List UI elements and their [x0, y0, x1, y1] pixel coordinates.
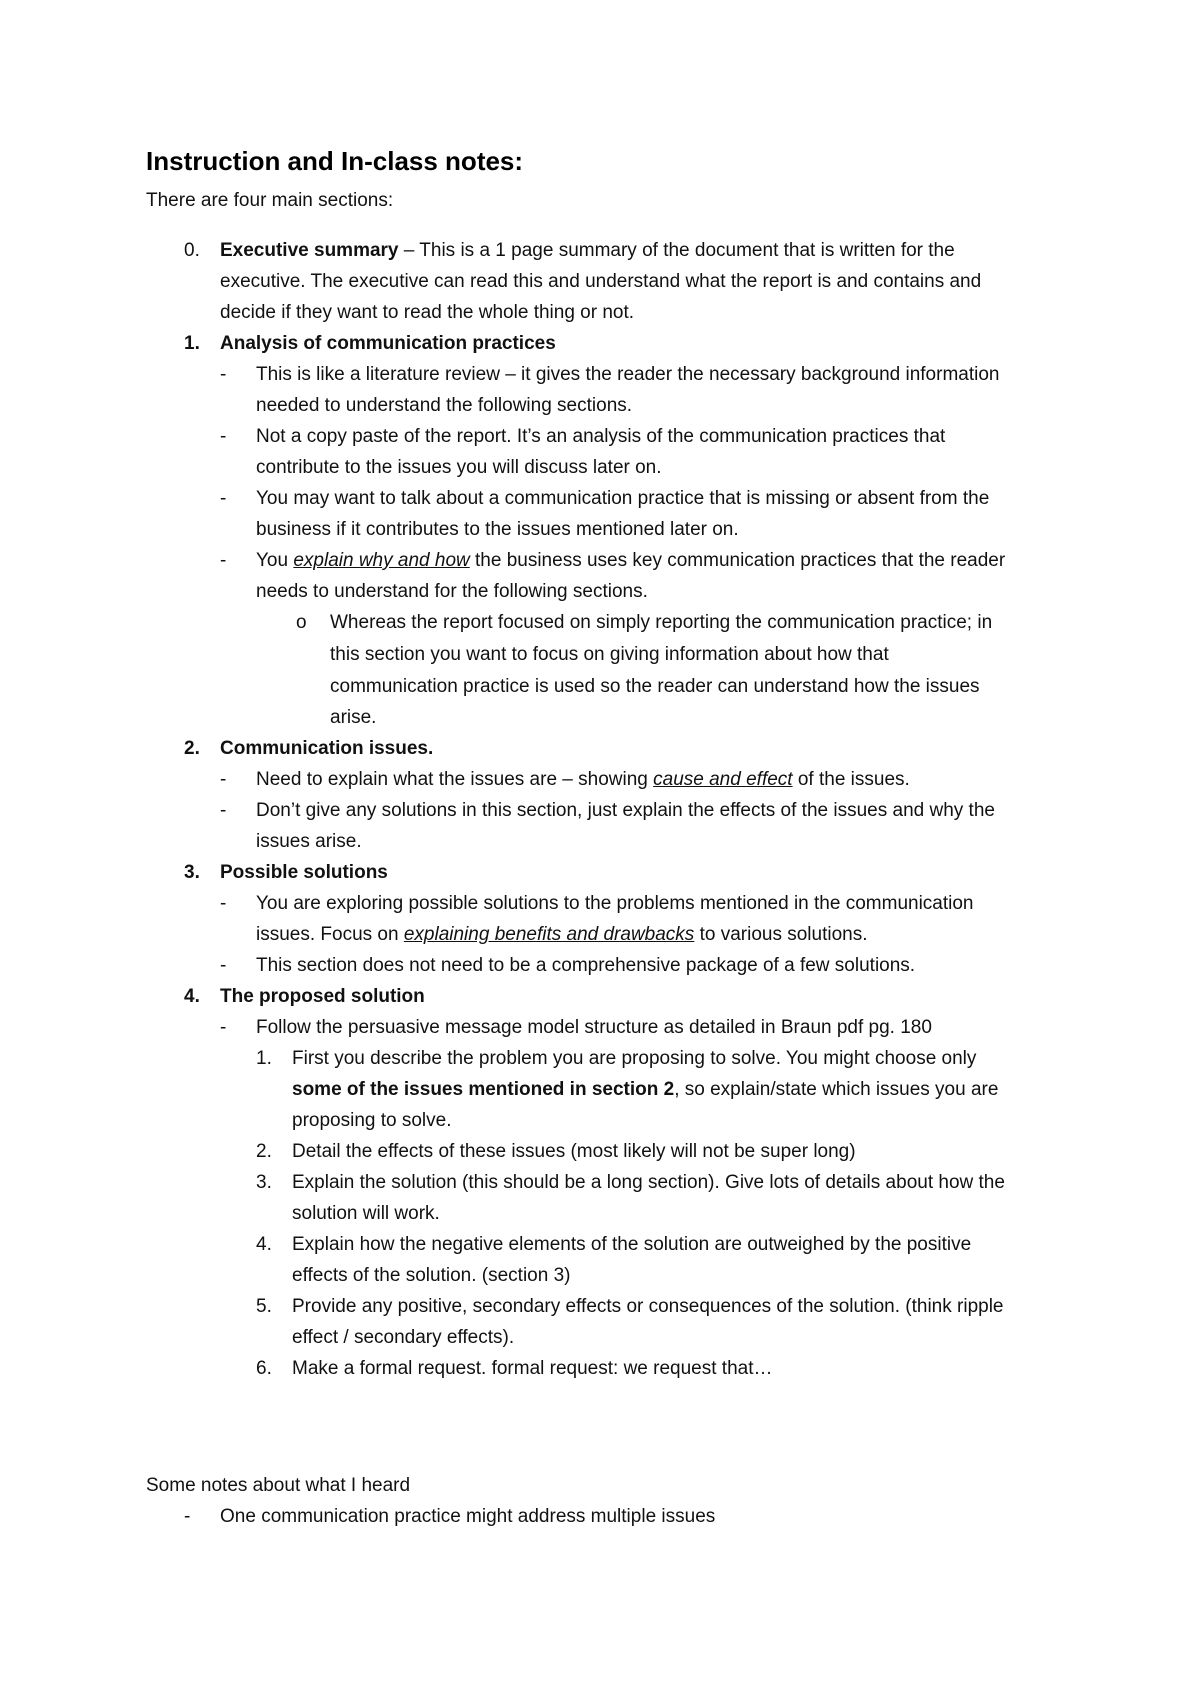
section-4-heading: The proposed solution [220, 986, 425, 1007]
bullet-line: Not a copy paste of the report. It’s an analysis of the communication practices that [256, 426, 946, 447]
bullet-marker: - [220, 1017, 227, 1038]
step-line: Make a formal request. formal request: we request that… [292, 1358, 773, 1379]
bullet-line: Need to explain what the issues are – showing cause and effect of the issues. [256, 769, 910, 790]
bullet-marker: - [220, 550, 227, 571]
step-line: Provide any positive, secondary effects or consequences of the solution. (think ripple [292, 1296, 1004, 1317]
bullet-line: issues. Focus on explaining benefits and drawbacks to various solutions. [256, 924, 868, 945]
section-0-line-2: executive. The executive can read this and understand what the report is and contains and [220, 271, 982, 292]
step-line: effects of the solution. (section 3) [292, 1265, 571, 1286]
sub-bullet-line: Whereas the report focused on simply reporting the communication practice; in [330, 612, 993, 633]
bullet-marker: - [220, 955, 227, 976]
sub-bullet-marker: o [296, 612, 307, 633]
step-line: some of the issues mentioned in section 2, so explain/state which issues you are [292, 1079, 999, 1100]
emphasis-text: explaining benefits and drawbacks [403, 924, 695, 945]
bullet-marker: - [220, 800, 227, 821]
bullet-line: needed to understand the following sections. [256, 395, 633, 416]
step-marker: 1. [256, 1048, 272, 1069]
step-line: solution will work. [292, 1203, 440, 1224]
bullet-marker: - [220, 488, 227, 509]
bullet-marker: - [220, 769, 227, 790]
bullet-line: needs to understand for the following sections. [256, 581, 648, 602]
emphasis-text: explain why and how [293, 550, 470, 571]
bullet-line: Don’t give any solutions in this section, just explain the effects of the issues and why the [256, 800, 995, 821]
step-line: Explain how the negative elements of the solution are outweighed by the positive [292, 1234, 972, 1255]
bullet-marker: - [220, 893, 227, 914]
notes-bullet-text: One communication practice might address multiple issues [220, 1506, 716, 1527]
bullet-line: contribute to the issues you will discuss later on. [256, 457, 662, 478]
step-line: proposing to solve. [292, 1110, 452, 1131]
step-line: First you describe the problem you are proposing to solve. You might choose only [292, 1048, 977, 1069]
bullet-line: You explain why and how the business uses key communication practices that the reader [256, 550, 1006, 571]
section-2-heading: Communication issues. [220, 738, 434, 759]
bullet-line: Follow the persuasive message model structure as detailed in Braun pdf pg. 180 [256, 1017, 932, 1038]
step-marker: 6. [256, 1358, 272, 1379]
bullet-line: issues arise. [256, 831, 362, 852]
bullet-line: You are exploring possible solutions to the problems mentioned in the communication [256, 893, 974, 914]
section-3-marker: 3. [184, 862, 200, 883]
section-0-line-1: Executive summary – This is a 1 page summary of the document that is written for the [220, 240, 955, 261]
bullet-marker: - [220, 364, 227, 385]
notes-bullet-marker: - [184, 1506, 191, 1527]
section-0-marker: 0. [184, 240, 200, 261]
section-1-heading: Analysis of communication practices [220, 333, 556, 354]
bold-text: some of the issues mentioned in section 2 [292, 1079, 675, 1100]
step-marker: 3. [256, 1172, 272, 1193]
step-marker: 5. [256, 1296, 272, 1317]
emphasis-text: cause and effect [653, 769, 793, 790]
step-marker: 2. [256, 1141, 272, 1162]
section-2-marker: 2. [184, 738, 200, 759]
section-3-heading: Possible solutions [220, 862, 388, 883]
section-1-marker: 1. [184, 333, 200, 354]
section-4-marker: 4. [184, 986, 200, 1007]
section-0-line-3: decide if they want to read the whole thing or not. [220, 302, 635, 323]
bullet-line: business if it contributes to the issues mentioned later on. [256, 519, 739, 540]
notes-heading: Some notes about what I heard [146, 1475, 411, 1496]
bullet-line: You may want to talk about a communication practice that is missing or absent from the [256, 488, 990, 509]
bullet-marker: - [220, 426, 227, 447]
bullet-line: This section does not need to be a comprehensive package of a few solutions. [256, 955, 916, 976]
step-line: effect / secondary effects). [292, 1327, 515, 1348]
section-0-heading: Executive summary [220, 240, 399, 261]
intro-text: There are four main sections: [146, 190, 394, 211]
bullet-line: This is like a literature review – it gives the reader the necessary background information [256, 364, 1000, 385]
step-line: Detail the effects of these issues (most likely will not be super long) [292, 1141, 856, 1162]
sub-bullet-line: communication practice is used so the reader can understand how the issues [330, 676, 980, 697]
sub-bullet-line: this section you want to focus on giving information about how that [330, 644, 889, 665]
page-title: Instruction and In-class notes: [146, 146, 524, 176]
step-line: Explain the solution (this should be a long section). Give lots of details about how the [292, 1172, 1005, 1193]
step-marker: 4. [256, 1234, 272, 1255]
sub-bullet-line: arise. [330, 707, 377, 728]
